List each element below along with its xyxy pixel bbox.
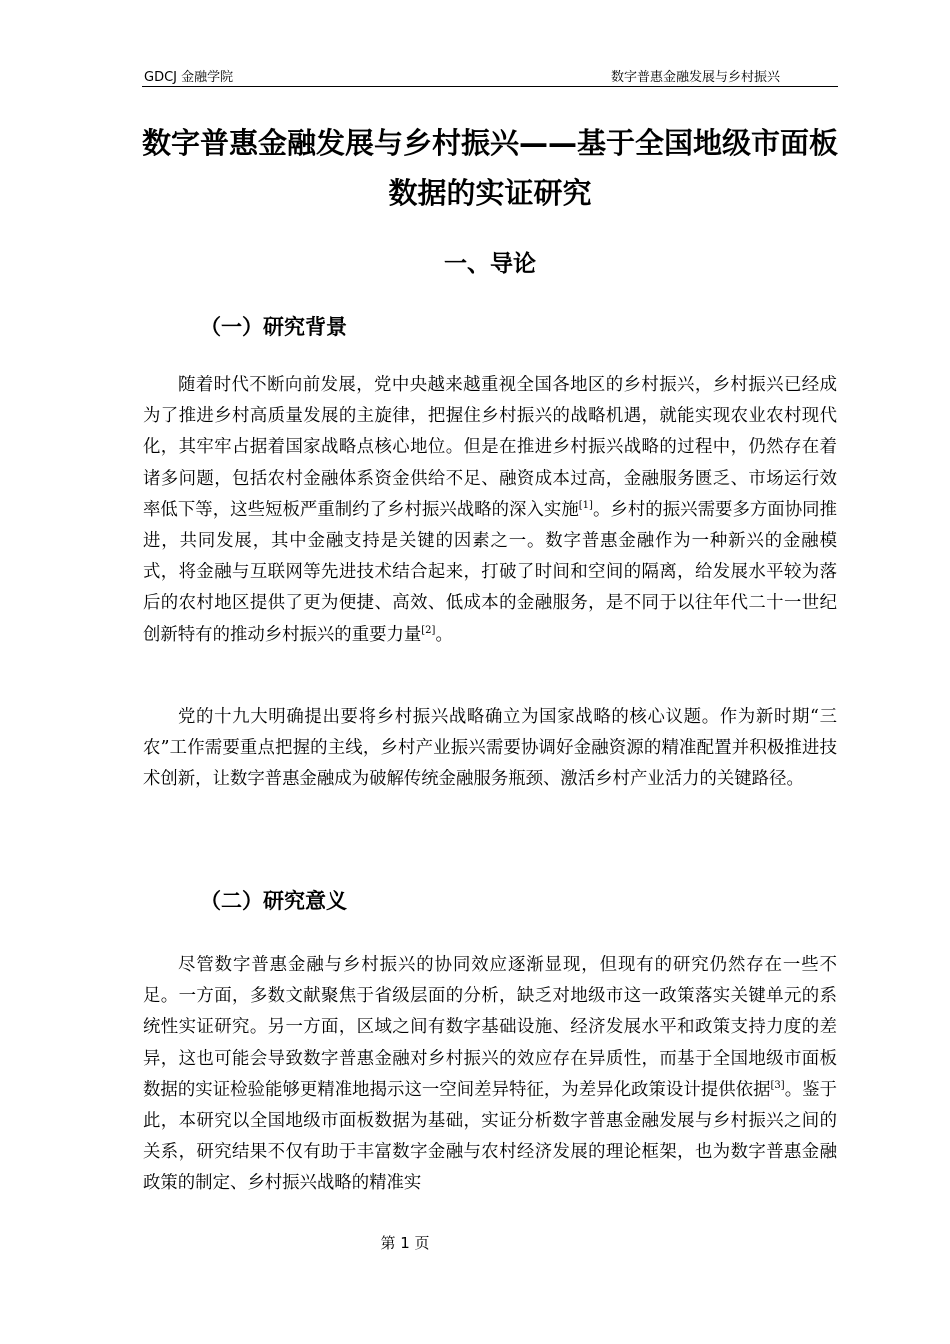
subsection-heading-background: （一）研究背景 (200, 315, 347, 339)
citation-3: [3] (770, 1080, 785, 1092)
background-text-3: 。 (435, 624, 453, 645)
significance-text-2: 。鉴于此，本研究以全国地级市面板数据为基础，实证分析数字普惠金融发展与乡村振兴之间的关系，研究结果不仅有助于丰富数字金融与农村经济发展的理论框架，也为数字普惠金融政策的制定、乡村振兴战略的精准实 (143, 1079, 837, 1194)
paper-title-line-1: 数字普惠金融发展与乡村振兴——基于全国地级市面板 (141, 126, 838, 160)
citation-1: [1] (578, 500, 593, 512)
section-heading-introduction: 一、导论 (444, 251, 536, 277)
subsection-heading-significance: （二）研究意义 (200, 889, 347, 913)
significance-text-1: 尽管数字普惠金融与乡村振兴的协同效应逐渐显现，但现有的研究仍然存在一些不足。一方面，多数文献聚焦于省级层面的分析，缺乏对地级市这一政策落实关键单元的系统性实证研究。另一方面，区域之间有数字基础设施、经济发展水平和政策支持力度的差异，这也可能会导致数字普惠金融对乡村振兴的效应存在异质性，而基于全国地级市面板数据的实证检验能够更精准地揭示这一空间差异特征，为差异化政策设计提供依据 (143, 955, 837, 1100)
significance-paragraph-1 (143, 950, 837, 1200)
header-institution: GDCJ 金融学院 (144, 70, 234, 85)
background-text-1: 随着时代不断向前发展，党中央越来越重视全国各地区的乡村振兴，乡村振兴已经成为了推进乡村高质量发展的主旋律，把握住乡村振兴的战略机遇，就能实现农业农村现代化，其牢牢占据着国家战略点核心地位。但是在推进乡村振兴战略的过程中，仍然存在着诸多问题，包括农村金融体系资金供给不足、融资成本过高，金融服务匮乏、市场运行效率低下等，这些短板严重制约了乡村振兴战略的深入实施 (143, 375, 837, 520)
paper-title-line-2: 数据的实证研究 (388, 176, 592, 210)
page-header (142, 66, 838, 87)
background-paragraph-2: 党的十九大明确提出要将乡村振兴战略确立为国家战略的核心议题。作为新时期“三农”工作需要重点把握的主线，乡村产业振兴需要协调好金融资源的精准配置并积极推进技术创新，让数字普惠金融成为破解传统金融服务瓶颈、激活乡村产业活力的关键路径。 (143, 707, 837, 790)
paper-title (100, 118, 880, 218)
header-running-title: 数字普惠金融发展与乡村振兴 (610, 70, 780, 85)
background-paragraph-1 (143, 370, 837, 651)
background-text-2: 。乡村的振兴需要多方面协同推进，共同发展，其中金融支持是关键的因素之一。数字普惠金融作为一种新兴的金融模式，将金融与互联网等先进技术结合起来，打破了时间和空间的隔离，给发展水平较为落后的农村地区提供了更为便捷、高效、低成本的金融服务，是不同于以往年代二十一世纪创新特有的推动乡村振兴的重要力量 (143, 499, 837, 645)
page-number: 第 1 页 (380, 1234, 430, 1252)
citation-2: [2] (421, 624, 436, 636)
